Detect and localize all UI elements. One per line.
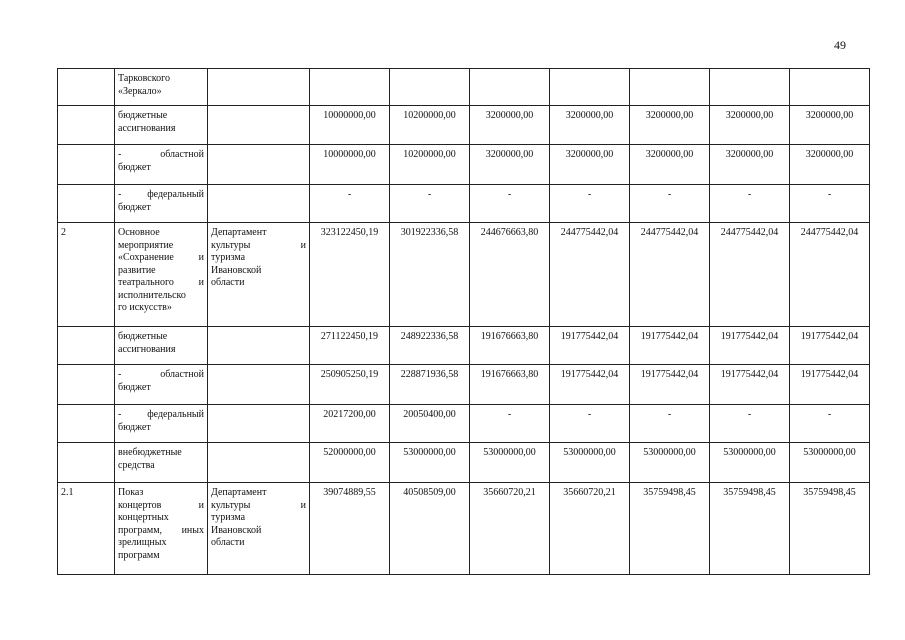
- table-row: [58, 185, 870, 223]
- cell-word: концертов: [118, 499, 162, 511]
- value-cell: -: [790, 185, 870, 223]
- value-cell: [790, 69, 870, 106]
- cell-line: области: [211, 277, 245, 288]
- cell-line: бюджетные: [118, 331, 168, 342]
- value-cell: 53000000,00: [470, 443, 550, 483]
- row-index-cell: [58, 185, 115, 223]
- value-cell: -: [630, 405, 710, 443]
- value-cell: 191676663,80: [470, 327, 550, 365]
- cell-word: областной: [160, 149, 204, 160]
- value-cell: -: [470, 185, 550, 223]
- value-cell: 228871936,58: [390, 365, 470, 405]
- value-cell: 10200000,00: [390, 145, 470, 185]
- cell-line: внебюджетные: [118, 447, 182, 458]
- row-department-cell: [208, 185, 310, 223]
- value-cell: 3200000,00: [710, 106, 790, 145]
- value-cell: -: [550, 185, 630, 223]
- value-cell: 35759498,45: [790, 483, 870, 575]
- cell-line: бюджет: [118, 161, 151, 173]
- cell-split-line: [211, 500, 306, 513]
- table-row: [58, 365, 870, 405]
- value-cell: 244676663,80: [470, 223, 550, 327]
- value-cell: 40508509,00: [390, 483, 470, 575]
- cell-line: Ивановской: [211, 524, 262, 536]
- value-cell: 250905250,19: [310, 365, 390, 405]
- cell-line: Ивановской: [211, 264, 262, 276]
- cell-word: «Сохранение: [118, 252, 174, 263]
- row-index-cell: [58, 106, 115, 145]
- cell-line: бюджет: [118, 201, 151, 213]
- cell-line: туризма: [211, 252, 246, 263]
- table-row: [58, 483, 870, 575]
- value-cell: 191775442,04: [790, 365, 870, 405]
- row-department-cell: [208, 443, 310, 483]
- cell-split-line: [118, 525, 204, 538]
- cell-line: области: [211, 537, 245, 548]
- table-row: [58, 443, 870, 483]
- row-name-cell: [115, 185, 208, 223]
- value-cell: 35660720,21: [470, 483, 550, 575]
- value-cell: 20217200,00: [310, 405, 390, 443]
- row-department-cell: [208, 223, 310, 327]
- value-cell: [550, 69, 630, 106]
- value-cell: [310, 69, 390, 106]
- value-cell: 35660720,21: [550, 483, 630, 575]
- value-cell: 53000000,00: [390, 443, 470, 483]
- value-cell: -: [310, 185, 390, 223]
- cell-word: и: [198, 277, 204, 288]
- row-department-cell: [208, 483, 310, 575]
- value-cell: 52000000,00: [310, 443, 390, 483]
- table-row: [58, 69, 870, 106]
- value-cell: 35759498,45: [630, 483, 710, 575]
- value-cell: -: [630, 185, 710, 223]
- cell-line: туризма: [211, 512, 246, 523]
- cell-line: бюджет: [118, 381, 151, 393]
- cell-split-line: [118, 252, 204, 265]
- cell-split-line: [118, 409, 204, 422]
- cell-word: федеральный: [147, 189, 204, 200]
- value-cell: 244775442,04: [710, 223, 790, 327]
- cell-word: и: [198, 252, 204, 263]
- value-cell: 3200000,00: [790, 145, 870, 185]
- cell-word: иных: [181, 524, 204, 536]
- row-index-cell: [58, 327, 115, 365]
- value-cell: 191775442,04: [710, 365, 790, 405]
- value-cell: -: [470, 405, 550, 443]
- value-cell: 244775442,04: [790, 223, 870, 327]
- row-index-cell: 2: [58, 223, 115, 327]
- cell-line: исполнительско: [118, 289, 186, 301]
- cell-split-line: [118, 369, 204, 382]
- value-cell: -: [710, 405, 790, 443]
- row-department-cell: [208, 327, 310, 365]
- row-name-cell: [115, 106, 208, 145]
- value-cell: 3200000,00: [470, 106, 550, 145]
- row-department-cell: [208, 69, 310, 106]
- cell-line: концертных: [118, 512, 169, 523]
- value-cell: -: [390, 185, 470, 223]
- cell-line: го искусств»: [118, 302, 172, 313]
- row-name-cell: [115, 365, 208, 405]
- table-row: [58, 223, 870, 327]
- value-cell: 248922336,58: [390, 327, 470, 365]
- cell-word: культуры: [211, 239, 251, 251]
- table-row: [58, 405, 870, 443]
- row-index-cell: [58, 365, 115, 405]
- row-index-cell: [58, 443, 115, 483]
- value-cell: 53000000,00: [710, 443, 790, 483]
- value-cell: 3200000,00: [790, 106, 870, 145]
- value-cell: 3200000,00: [630, 145, 710, 185]
- cell-split-line: [118, 149, 204, 162]
- cell-word: программ,: [118, 524, 163, 536]
- cell-line: Основное: [118, 227, 160, 238]
- row-department-cell: [208, 365, 310, 405]
- value-cell: 244775442,04: [550, 223, 630, 327]
- value-cell: 191775442,04: [630, 327, 710, 365]
- row-name-cell: [115, 145, 208, 185]
- value-cell: -: [710, 185, 790, 223]
- cell-word: -: [118, 409, 122, 420]
- value-cell: 20050400,00: [390, 405, 470, 443]
- value-cell: -: [790, 405, 870, 443]
- cell-line: ассигнования: [118, 343, 176, 355]
- row-name-cell: [115, 69, 208, 106]
- value-cell: 191775442,04: [550, 365, 630, 405]
- value-cell: 3200000,00: [550, 145, 630, 185]
- cell-split-line: [118, 189, 204, 202]
- value-cell: [390, 69, 470, 106]
- cell-word: областной: [160, 369, 204, 380]
- cell-line: развитие: [118, 264, 156, 276]
- cell-word: и: [300, 499, 306, 511]
- value-cell: [710, 69, 790, 106]
- cell-word: -: [118, 369, 122, 380]
- value-cell: 191775442,04: [710, 327, 790, 365]
- cell-line: зрелищных: [118, 537, 167, 548]
- value-cell: [470, 69, 550, 106]
- value-cell: 3200000,00: [550, 106, 630, 145]
- cell-line: «Зеркало»: [118, 85, 162, 97]
- value-cell: 10200000,00: [390, 106, 470, 145]
- cell-word: федеральный: [147, 409, 204, 420]
- row-department-cell: [208, 106, 310, 145]
- row-index-cell: 2.1: [58, 483, 115, 575]
- value-cell: 3200000,00: [470, 145, 550, 185]
- row-name-cell: [115, 223, 208, 327]
- value-cell: 35759498,45: [710, 483, 790, 575]
- table-row: [58, 327, 870, 365]
- value-cell: 10000000,00: [310, 106, 390, 145]
- row-index-cell: [58, 405, 115, 443]
- table-row: [58, 145, 870, 185]
- value-cell: 191775442,04: [630, 365, 710, 405]
- row-index-cell: [58, 145, 115, 185]
- row-name-cell: [115, 483, 208, 575]
- value-cell: 53000000,00: [790, 443, 870, 483]
- value-cell: 53000000,00: [630, 443, 710, 483]
- cell-line: ассигнования: [118, 122, 176, 134]
- page-number: 49: [834, 38, 846, 52]
- cell-line: Департамент: [211, 227, 267, 238]
- row-index-cell: [58, 69, 115, 106]
- cell-word: театрального: [118, 277, 174, 288]
- row-name-cell: [115, 405, 208, 443]
- cell-word: и: [300, 239, 306, 251]
- value-cell: 53000000,00: [550, 443, 630, 483]
- cell-line: средства: [118, 459, 155, 471]
- value-cell: 323122450,19: [310, 223, 390, 327]
- cell-split-line: [118, 500, 204, 513]
- cell-word: и: [198, 499, 204, 511]
- cell-line: Департамент: [211, 487, 267, 498]
- value-cell: 301922336,58: [390, 223, 470, 327]
- cell-split-line: [211, 240, 306, 253]
- budget-table: [57, 68, 870, 575]
- cell-line: Тарковского: [118, 73, 170, 84]
- value-cell: 244775442,04: [630, 223, 710, 327]
- cell-line: программ: [118, 549, 160, 561]
- cell-word: -: [118, 149, 122, 160]
- value-cell: 191775442,04: [550, 327, 630, 365]
- value-cell: 191775442,04: [790, 327, 870, 365]
- row-department-cell: [208, 145, 310, 185]
- value-cell: 191676663,80: [470, 365, 550, 405]
- cell-split-line: [118, 277, 204, 290]
- cell-line: бюджет: [118, 421, 151, 433]
- value-cell: [630, 69, 710, 106]
- value-cell: 3200000,00: [710, 145, 790, 185]
- row-name-cell: [115, 443, 208, 483]
- value-cell: 39074889,55: [310, 483, 390, 575]
- row-department-cell: [208, 405, 310, 443]
- value-cell: 271122450,19: [310, 327, 390, 365]
- row-name-cell: [115, 327, 208, 365]
- cell-word: культуры: [211, 499, 251, 511]
- cell-line: мероприятие: [118, 239, 174, 251]
- value-cell: 3200000,00: [630, 106, 710, 145]
- cell-line: бюджетные: [118, 110, 168, 121]
- cell-word: -: [118, 189, 122, 200]
- value-cell: -: [550, 405, 630, 443]
- table-row: [58, 106, 870, 145]
- value-cell: 10000000,00: [310, 145, 390, 185]
- cell-line: Показ: [118, 487, 144, 498]
